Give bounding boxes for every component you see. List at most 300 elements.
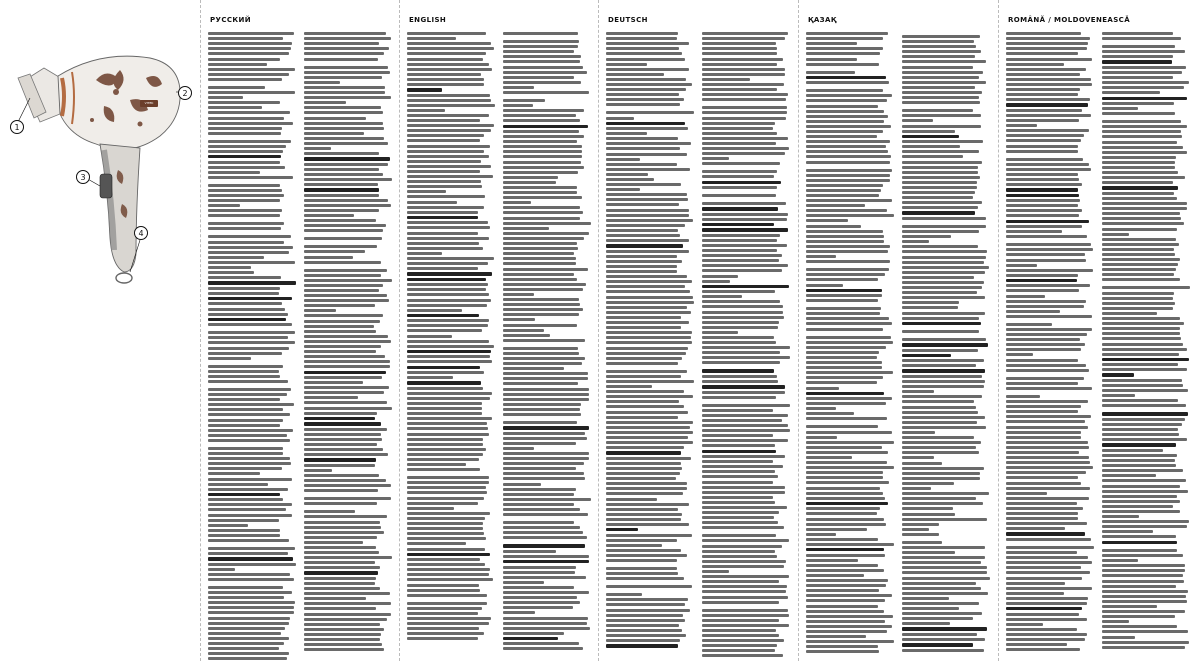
text-line	[702, 249, 777, 252]
text-line	[806, 412, 854, 415]
text-line	[1006, 214, 1079, 217]
text-line	[806, 115, 888, 118]
text-line	[1102, 222, 1184, 225]
text-line	[902, 330, 979, 333]
text-line	[407, 185, 482, 188]
text-line	[606, 219, 693, 222]
text-line	[208, 488, 288, 491]
text-line	[208, 627, 285, 630]
text-line	[407, 299, 491, 302]
body-text-block	[1102, 32, 1190, 649]
text-line	[304, 386, 389, 389]
text-line	[606, 629, 682, 632]
text-line	[702, 419, 782, 422]
text-line	[902, 416, 985, 419]
text-line	[806, 273, 885, 276]
text-line	[702, 132, 777, 135]
text-line	[806, 250, 888, 253]
text-line	[1102, 474, 1156, 477]
text-line	[407, 88, 442, 91]
text-line	[208, 498, 283, 501]
text-line	[902, 643, 973, 646]
text-line	[1102, 412, 1188, 415]
text-line	[407, 216, 478, 219]
text-line	[208, 227, 281, 230]
text-line	[407, 165, 491, 168]
text-line	[606, 52, 682, 55]
text-line	[606, 127, 688, 130]
text-line	[1102, 253, 1175, 256]
text-line	[208, 462, 291, 465]
text-line	[902, 135, 959, 138]
text-line	[606, 244, 683, 247]
text-line	[503, 421, 577, 424]
text-line	[1102, 625, 1177, 628]
text-line	[208, 155, 281, 158]
text-line	[902, 436, 974, 439]
text-line	[702, 496, 773, 499]
text-line	[407, 63, 489, 66]
text-line	[1006, 522, 1087, 525]
text-line	[503, 211, 583, 214]
text-line	[806, 456, 852, 459]
text-line	[304, 47, 389, 50]
text-line	[407, 114, 489, 117]
text-line	[606, 577, 684, 580]
text-line	[1006, 109, 1082, 112]
text-line	[407, 360, 492, 363]
text-line	[902, 546, 985, 549]
text-line	[407, 272, 492, 275]
text-line	[208, 91, 295, 94]
text-line	[902, 230, 979, 233]
text-line	[407, 387, 483, 390]
text-line	[1102, 233, 1129, 236]
text-line	[1102, 438, 1187, 441]
text-line	[1006, 546, 1094, 549]
text-line	[1102, 469, 1183, 472]
text-line	[304, 633, 381, 636]
text-line	[503, 426, 589, 429]
text-line	[503, 550, 556, 553]
text-line	[304, 571, 378, 574]
text-line	[1102, 32, 1173, 35]
text-line	[902, 291, 977, 294]
text-line	[806, 194, 879, 197]
text-line	[304, 602, 391, 605]
text-line	[1006, 512, 1078, 515]
text-line	[503, 278, 577, 281]
text-line	[208, 302, 282, 305]
text-line	[407, 170, 480, 173]
text-line	[806, 219, 848, 222]
text-line	[702, 269, 782, 272]
text-line	[902, 390, 934, 393]
text-column-left	[1006, 30, 1094, 653]
text-line	[407, 350, 491, 353]
text-line	[304, 381, 363, 384]
text-line	[1006, 243, 1091, 246]
text-line	[1102, 151, 1187, 154]
text-line	[208, 32, 294, 35]
text-line	[606, 436, 688, 439]
text-line	[902, 286, 982, 289]
text-line	[1102, 358, 1189, 361]
text-line	[1006, 633, 1087, 636]
text-line	[606, 482, 687, 485]
text-line	[606, 326, 681, 329]
language-title: ROMÂNĂ / MOLDOVENEASCĂ	[1008, 16, 1131, 24]
text-line	[1102, 228, 1177, 231]
text-line	[304, 325, 374, 328]
text-line	[606, 352, 686, 355]
text-line	[806, 230, 883, 233]
text-line	[1006, 188, 1078, 191]
text-line	[503, 76, 574, 79]
text-line	[1102, 212, 1180, 215]
text-line	[503, 324, 577, 327]
text-line	[1006, 114, 1091, 117]
text-line	[702, 162, 780, 165]
text-line	[702, 624, 789, 627]
text-line	[902, 266, 989, 269]
text-line	[503, 447, 534, 450]
text-line	[208, 47, 291, 50]
text-line	[503, 232, 589, 235]
text-line	[208, 276, 281, 279]
text-line	[304, 294, 387, 297]
text-line	[304, 209, 379, 212]
text-line	[902, 109, 973, 112]
text-line	[702, 501, 775, 504]
text-line	[503, 611, 535, 614]
text-line	[702, 585, 787, 588]
text-line	[208, 297, 292, 300]
text-line	[208, 642, 284, 645]
text-line	[606, 336, 691, 339]
text-line	[702, 424, 788, 427]
text-line	[503, 109, 584, 112]
text-line	[1102, 268, 1176, 271]
text-line	[407, 458, 479, 461]
text-line	[407, 517, 485, 520]
text-line	[902, 556, 985, 559]
text-line	[902, 101, 980, 104]
text-line	[503, 606, 573, 609]
text-line	[1102, 490, 1188, 493]
text-line	[806, 392, 884, 395]
text-line	[1006, 538, 1091, 541]
text-line	[1006, 124, 1037, 127]
text-line	[208, 578, 294, 581]
text-line	[208, 209, 282, 212]
text-line	[606, 572, 678, 575]
text-line	[902, 196, 973, 199]
page-divider	[598, 0, 599, 661]
text-line	[208, 287, 280, 290]
text-line	[407, 453, 483, 456]
text-line	[208, 222, 284, 225]
text-line	[407, 309, 462, 312]
text-line	[407, 422, 487, 425]
text-line	[806, 361, 882, 364]
text-line	[1006, 305, 1084, 308]
text-line	[902, 380, 985, 383]
text-line	[806, 174, 890, 177]
text-line	[702, 346, 790, 349]
text-line	[503, 576, 586, 579]
text-line	[407, 99, 491, 102]
text-line	[806, 507, 880, 510]
text-line	[503, 119, 580, 122]
text-line	[1006, 415, 1091, 418]
text-line	[1102, 368, 1187, 371]
text-line	[208, 375, 280, 378]
text-line	[503, 382, 578, 385]
text-line	[503, 467, 576, 470]
text-line	[1006, 410, 1078, 413]
text-line	[208, 145, 286, 148]
text-line	[208, 652, 289, 655]
text-line	[503, 181, 556, 184]
text-line	[806, 584, 886, 587]
text-line	[208, 547, 295, 550]
text-line	[1102, 192, 1174, 195]
text-line	[1006, 364, 1086, 367]
text-line	[208, 347, 289, 350]
text-line	[1006, 359, 1078, 362]
text-line	[806, 471, 883, 474]
text-line	[702, 434, 773, 437]
text-line	[1006, 441, 1088, 444]
text-line	[407, 507, 454, 510]
text-column-left	[208, 30, 296, 661]
text-line	[407, 532, 484, 535]
text-line	[1102, 541, 1177, 544]
text-line	[1006, 395, 1040, 398]
text-line	[806, 341, 893, 344]
text-line	[1006, 98, 1090, 101]
text-line	[1006, 323, 1052, 326]
text-line	[1102, 156, 1176, 159]
text-line	[606, 451, 681, 454]
text-line	[702, 93, 788, 96]
text-line	[606, 331, 692, 334]
text-line	[1006, 420, 1085, 423]
text-line	[902, 592, 988, 595]
text-line	[902, 261, 984, 264]
text-line	[606, 234, 680, 237]
text-line	[304, 194, 379, 197]
text-line	[208, 493, 280, 496]
text-line	[1102, 146, 1183, 149]
text-line	[806, 564, 878, 567]
text-line	[1006, 178, 1079, 181]
text-line	[606, 498, 657, 501]
text-line	[1102, 379, 1182, 382]
text-line	[1102, 600, 1187, 603]
text-line	[304, 183, 378, 186]
text-line	[503, 313, 579, 316]
text-line	[806, 81, 889, 84]
text-line	[503, 257, 576, 260]
text-line	[1006, 482, 1081, 485]
text-line	[1006, 209, 1082, 212]
text-line	[304, 345, 381, 348]
text-line	[503, 247, 578, 250]
text-line	[208, 281, 296, 284]
language-title: DEUTSCH	[608, 16, 648, 24]
text-line	[1006, 253, 1085, 256]
text-line	[806, 610, 884, 613]
text-line	[702, 385, 785, 388]
text-line	[902, 622, 950, 625]
text-line	[806, 245, 890, 248]
text-line	[1006, 264, 1037, 267]
text-line	[208, 568, 235, 571]
text-line	[208, 539, 289, 542]
text-line	[304, 66, 388, 69]
text-line	[208, 622, 289, 625]
text-line	[1102, 443, 1176, 446]
text-line	[606, 224, 685, 227]
text-line	[1102, 525, 1187, 528]
text-line	[503, 472, 584, 475]
text-line	[503, 318, 535, 321]
text-line	[503, 50, 574, 53]
text-line	[503, 45, 578, 48]
text-line	[407, 283, 488, 286]
text-line	[606, 405, 684, 408]
text-line	[1102, 394, 1135, 397]
text-line	[208, 101, 280, 104]
text-line	[806, 32, 888, 35]
text-line	[407, 468, 480, 471]
text-line	[606, 188, 640, 191]
text-line	[606, 385, 652, 388]
text-line	[503, 352, 579, 355]
text-line	[1102, 559, 1138, 562]
text-line	[304, 417, 375, 420]
text-line	[503, 283, 586, 286]
text-line	[407, 129, 491, 132]
text-line	[902, 296, 985, 299]
text-line	[208, 388, 291, 391]
text-line	[1102, 615, 1175, 618]
text-line	[304, 250, 365, 253]
text-line	[1102, 317, 1180, 320]
text-line	[902, 354, 951, 357]
text-line	[902, 456, 934, 459]
text-line	[702, 341, 776, 344]
text-line	[503, 145, 582, 148]
text-line	[208, 617, 290, 620]
text-line	[702, 186, 777, 189]
text-line	[902, 426, 986, 429]
text-line	[503, 591, 589, 594]
text-line	[304, 556, 392, 559]
text-line	[1102, 102, 1174, 105]
text-line	[702, 575, 789, 578]
text-line	[606, 375, 681, 378]
text-line	[806, 199, 892, 202]
text-line	[902, 400, 974, 403]
text-line	[806, 328, 883, 331]
text-line	[606, 316, 681, 319]
text-line	[304, 330, 376, 333]
text-line	[806, 605, 878, 608]
text-line	[304, 497, 391, 500]
text-line	[702, 98, 786, 101]
text-line	[1006, 310, 1060, 313]
text-line	[1102, 605, 1157, 608]
text-line	[208, 586, 283, 589]
text-line	[407, 512, 490, 515]
text-line	[702, 142, 776, 145]
text-line	[407, 402, 482, 405]
text-line	[606, 203, 679, 206]
text-line	[606, 341, 692, 344]
text-line	[304, 111, 383, 114]
text-line	[1102, 404, 1186, 407]
text-line	[1102, 130, 1181, 133]
text-line	[806, 645, 878, 648]
text-line	[606, 111, 694, 114]
text-line	[208, 78, 282, 81]
text-line	[304, 261, 381, 264]
text-line	[702, 356, 790, 359]
text-line	[1102, 433, 1179, 436]
text-line	[702, 506, 787, 509]
text-line	[407, 32, 486, 35]
text-line	[1006, 582, 1065, 585]
text-line	[1102, 186, 1178, 189]
text-line	[1006, 145, 1078, 148]
text-line	[702, 380, 778, 383]
text-line	[1006, 623, 1043, 626]
text-line	[902, 66, 973, 69]
text-line	[1006, 476, 1078, 479]
text-line	[806, 89, 883, 92]
text-line	[1006, 199, 1080, 202]
text-line	[1102, 248, 1174, 251]
text-line	[806, 307, 881, 310]
text-line	[702, 111, 787, 114]
text-line	[1006, 129, 1089, 132]
text-line	[806, 130, 883, 133]
text-line	[606, 285, 685, 288]
text-line	[407, 602, 487, 605]
text-line	[503, 155, 582, 158]
text-line	[702, 639, 784, 642]
text-line	[806, 594, 892, 597]
text-line	[304, 91, 385, 94]
text-line	[407, 497, 484, 500]
text-line	[702, 122, 775, 125]
text-line	[208, 439, 290, 442]
text-line	[806, 52, 880, 55]
text-line	[806, 554, 885, 557]
text-line	[1102, 50, 1185, 53]
text-line	[503, 66, 583, 69]
text-line	[702, 194, 776, 197]
text-line	[1102, 161, 1175, 164]
text-line	[806, 569, 884, 572]
text-line	[806, 476, 883, 479]
text-line	[208, 235, 291, 238]
text-line	[304, 376, 382, 379]
text-line	[702, 414, 788, 417]
